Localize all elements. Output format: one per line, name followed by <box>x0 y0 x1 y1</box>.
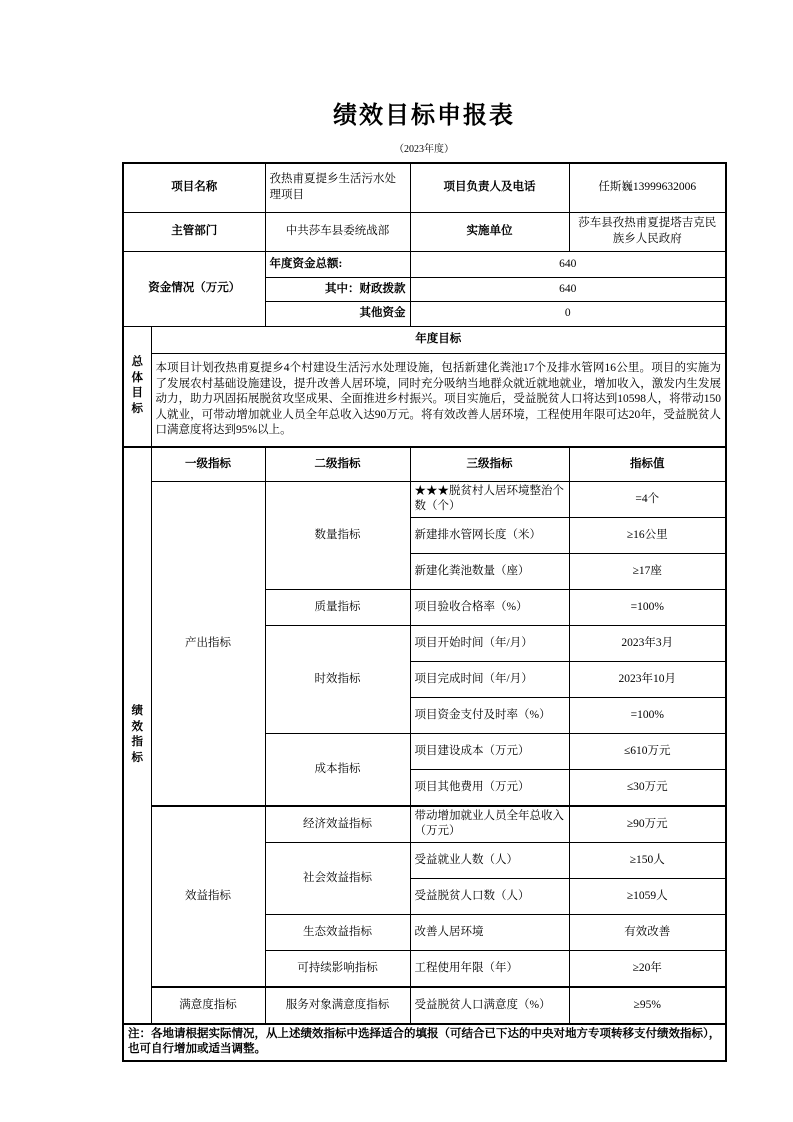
level2-indicator-cell: 质量指标 <box>265 589 410 625</box>
funding-other-value: 0 <box>410 301 726 326</box>
form-title: 绩效目标申报表 <box>333 103 515 129</box>
impl-unit-label: 实施单位 <box>410 212 569 251</box>
indicator-value-cell: ≥16公里 <box>569 517 726 553</box>
overall-goal-label: 总体目标 <box>123 326 151 447</box>
level3-indicator-cell: 项目完成时间（年/月） <box>410 661 569 697</box>
level3-indicator-cell: 受益脱贫人口满意度（%） <box>410 987 569 1024</box>
indicator-value-cell: 2023年10月 <box>569 661 726 697</box>
indicator-value-cell: ≤30万元 <box>569 769 726 806</box>
annual-goal-text: 本项目计划孜热甫夏提乡4个村建设生活污水处理设施，包括新建化粪池17个及排水管网16公里。项目的实施为了发展农村基础设施建设，提升改善人居环境，同时充分吸纳当地群众就近就地就业，增加收入，激发内生发展动力，助力巩固拓展脱贫攻坚成果、全面推进乡村振兴。项目实施后，受益脱贫人口将达到10598人，将带动150人就业，可带动增加就业人员全年总收入达90万元。将有效改善人居环境，工程使用年限可达20年，受益脱贫人口满意度将达到95%以上。 <box>151 353 726 447</box>
indicator-value-cell: ≥150人 <box>569 842 726 878</box>
level3-indicator-cell: 改善人居环境 <box>410 914 569 950</box>
indicator-value-cell: ≥1059人 <box>569 878 726 914</box>
funding-label: 资金情况（万元） <box>123 251 265 326</box>
level3-header: 三级指标 <box>410 447 569 482</box>
funding-total-value: 640 <box>410 251 726 277</box>
form-subtitle: （2023年度） <box>394 143 454 155</box>
level3-indicator-cell: 项目开始时间（年/月） <box>410 625 569 661</box>
project-name-value: 孜热甫夏提乡生活污水处理项目 <box>265 163 410 213</box>
funding-total-label: 年度资金总额: <box>265 251 410 277</box>
level3-indicator-cell: 项目建设成本（万元） <box>410 733 569 769</box>
performance-indicators-label: 绩效指标 <box>123 447 151 1024</box>
declaration-form <box>122 0 726 1062</box>
level1-indicator-cell: 产出指标 <box>151 481 265 806</box>
project-name-label: 项目名称 <box>123 163 265 213</box>
indicator-row <box>123 481 726 517</box>
level2-header: 二级指标 <box>265 447 410 482</box>
indicator-row <box>123 806 726 843</box>
level3-indicator-cell: 项目验收合格率（%） <box>410 589 569 625</box>
level3-indicator-cell: 工程使用年限（年） <box>410 950 569 987</box>
manager-label: 项目负责人及电话 <box>410 163 569 213</box>
level2-indicator-cell: 成本指标 <box>265 733 410 806</box>
level2-indicator-cell: 时效指标 <box>265 625 410 733</box>
level3-indicator-cell: 新建排水管网长度（米） <box>410 517 569 553</box>
level2-indicator-cell: 生态效益指标 <box>265 914 410 950</box>
level3-indicator-cell: 项目资金支付及时率（%） <box>410 697 569 733</box>
indicator-value-cell: ≥90万元 <box>569 806 726 843</box>
level3-indicator-cell: 项目其他费用（万元） <box>410 769 569 806</box>
dept-value: 中共莎车县委统战部 <box>265 212 410 251</box>
level2-indicator-cell: 服务对象满意度指标 <box>265 987 410 1024</box>
manager-value: 任斯巍13999632006 <box>569 163 726 213</box>
funding-fiscal-label: 其中：财政拨款 <box>265 277 410 301</box>
level2-indicator-cell: 数量指标 <box>265 481 410 589</box>
indicator-value-cell: =100% <box>569 589 726 625</box>
funding-fiscal-value: 640 <box>410 277 726 301</box>
level2-indicator-cell: 经济效益指标 <box>265 806 410 843</box>
level3-indicator-cell: 新建化粪池数量（座） <box>410 553 569 589</box>
indicator-value-cell: ≥17座 <box>569 553 726 589</box>
indicator-value-cell: 有效改善 <box>569 914 726 950</box>
indicator-row <box>123 987 726 1024</box>
level2-indicator-cell: 可持续影响指标 <box>265 950 410 987</box>
level1-header: 一级指标 <box>151 447 265 482</box>
dept-label: 主管部门 <box>123 212 265 251</box>
funding-other-label: 其他资金 <box>265 301 410 326</box>
level3-indicator-cell: 受益脱贫人口数（人） <box>410 878 569 914</box>
impl-unit-value: 莎车县孜热甫夏提塔吉克民族乡人民政府 <box>569 212 726 251</box>
level1-indicator-cell: 满意度指标 <box>151 987 265 1024</box>
indicator-value-cell: ≥20年 <box>569 950 726 987</box>
indicator-value-cell: ≥95% <box>569 987 726 1024</box>
footnote: 注：各地请根据实际情况，从上述绩效指标中选择适合的填报（可结合已下达的中央对地方专项转移支付绩效指标），也可自行增加或适当调整。 <box>123 1024 726 1061</box>
declaration-table <box>122 162 727 1062</box>
level3-indicator-cell: ★★★脱贫村人居环境整治个数（个） <box>410 481 569 517</box>
indicator-value-cell: =100% <box>569 697 726 733</box>
indicator-value-cell: =4个 <box>569 481 726 517</box>
level3-indicator-cell: 受益就业人数（人） <box>410 842 569 878</box>
indicator-value-cell: ≤610万元 <box>569 733 726 769</box>
indicator-value-cell: 2023年3月 <box>569 625 726 661</box>
level1-indicator-cell: 效益指标 <box>151 806 265 987</box>
level3-indicator-cell: 带动增加就业人员全年总收入（万元） <box>410 806 569 843</box>
value-header: 指标值 <box>569 447 726 482</box>
annual-goal-header: 年度目标 <box>151 326 726 353</box>
level2-indicator-cell: 社会效益指标 <box>265 842 410 914</box>
